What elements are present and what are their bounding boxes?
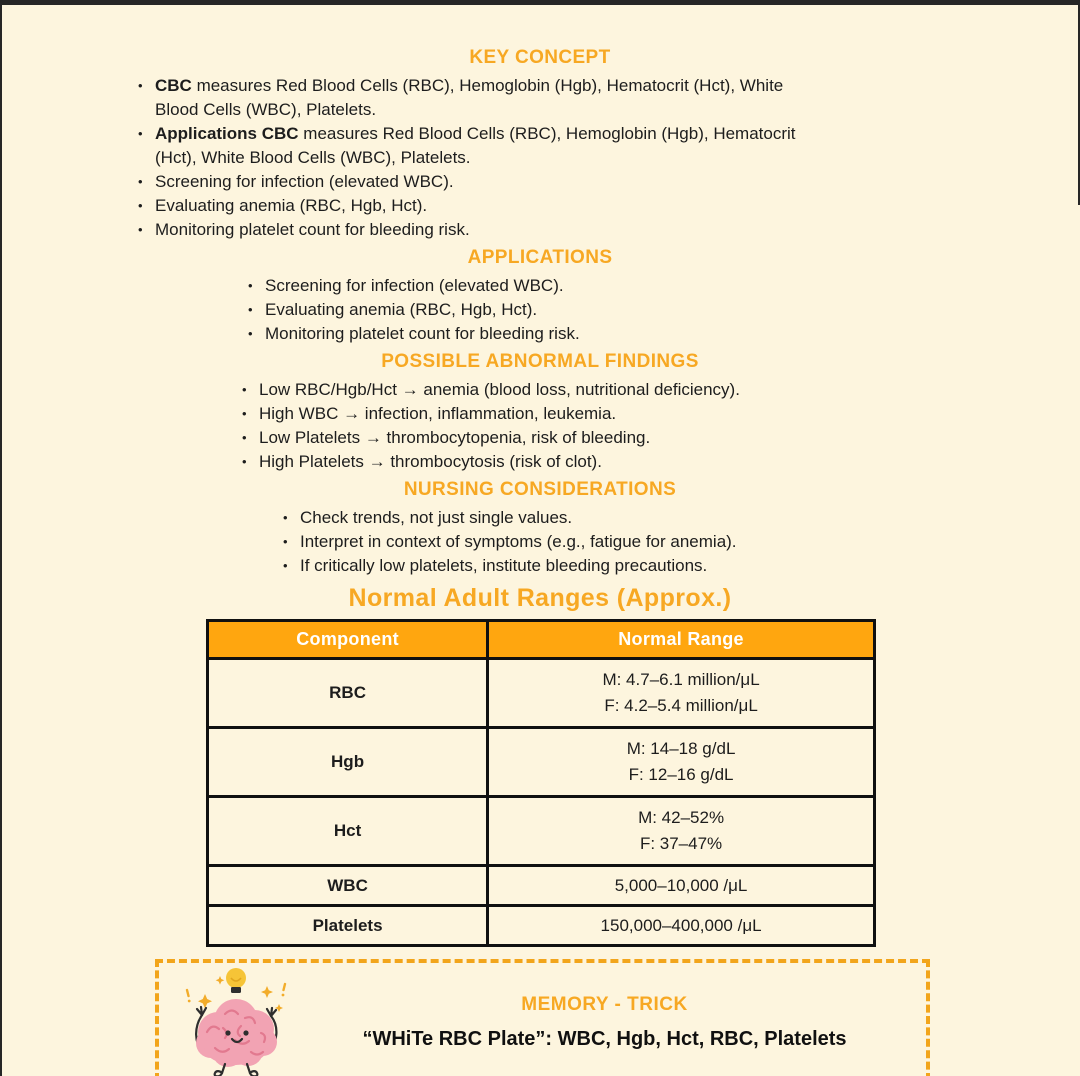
bullet-icon: •: [242, 382, 247, 397]
list-item-text: Monitoring platelet count for bleeding risk.: [265, 324, 580, 343]
list-item-text: measures Red Blood Cells (RBC), Hemoglobin (Hgb), Hematocrit (Hct), White Blood Cells (WBC), Platelets.: [155, 76, 784, 119]
bullet-icon: •: [283, 510, 288, 525]
list-item: [283, 506, 983, 530]
bullet-icon: •: [248, 302, 253, 317]
range-line: 150,000–400,000 /μL: [600, 915, 762, 935]
list-item-text: Low Platelets → thrombocytopenia, risk of bleeding.: [259, 428, 651, 447]
range-cell: [488, 797, 875, 866]
list-item-text: If critically low platelets, institute bleeding precautions.: [300, 556, 708, 575]
column-header-normal-range: Normal Range: [488, 621, 875, 659]
list-item: [283, 530, 983, 554]
component-cell: Platelets: [208, 906, 488, 946]
list-item-text: measures Red Blood Cells (RBC), Hemoglobin (Hgb), Hematocrit (Hct), White Blood Cells (WBC), Platelets.: [155, 124, 796, 167]
key-concept-list: [138, 74, 828, 242]
bullet-icon: •: [138, 222, 143, 237]
bullet-icon: •: [283, 534, 288, 549]
abnormal-findings-heading: POSSIBLE ABNORMAL FINDINGS: [381, 351, 699, 372]
list-item: [242, 450, 962, 474]
bullet-icon: •: [242, 454, 247, 469]
table-row: [208, 728, 875, 797]
table-row: [208, 906, 875, 946]
list-item-text: Screening for infection (elevated WBC).: [265, 276, 564, 295]
ranges-table-title: Normal Adult Ranges (Approx.): [348, 584, 732, 612]
range-line: M: 4.7–6.1 million/μL: [602, 670, 760, 689]
list-item: [138, 170, 828, 194]
list-item-bold: CBC: [155, 76, 192, 95]
nursing-considerations-list: [283, 506, 983, 578]
table-row: [208, 659, 875, 728]
applications-heading: APPLICATIONS: [467, 247, 613, 268]
range-line: F: 37–47%: [639, 834, 723, 853]
list-item-text: Check trends, not just single values.: [300, 508, 573, 527]
list-item-text: Monitoring platelet count for bleeding risk.: [155, 220, 470, 239]
bullet-icon: •: [283, 558, 288, 573]
bullet-icon: •: [138, 126, 143, 141]
normal-ranges-table: [206, 619, 876, 947]
list-item: [248, 274, 948, 298]
bullet-icon: •: [138, 198, 143, 213]
list-item: [138, 194, 828, 218]
list-item-text: High WBC → infection, inflammation, leukemia.: [259, 404, 617, 423]
list-item: [242, 402, 962, 426]
list-item-text: Evaluating anemia (RBC, Hgb, Hct).: [155, 196, 428, 215]
component-cell: Hgb: [208, 728, 488, 797]
bullet-icon: •: [242, 406, 247, 421]
list-item-text: High Platelets → thrombocytosis (risk of clot).: [259, 452, 602, 471]
list-item: [248, 298, 948, 322]
range-cell: [488, 906, 875, 946]
list-item-text: Screening for infection (elevated WBC).: [155, 172, 454, 191]
table-row: [208, 866, 875, 906]
component-cell: WBC: [208, 866, 488, 906]
range-line: M: 14–18 g/dL: [626, 739, 736, 758]
component-cell: Hct: [208, 797, 488, 866]
applications-list: [248, 274, 948, 346]
bullet-icon: •: [248, 326, 253, 341]
list-item: [248, 322, 948, 346]
list-item: [283, 554, 983, 578]
component-cell: RBC: [208, 659, 488, 728]
bullet-icon: •: [138, 78, 143, 93]
table-header-row: [208, 621, 875, 659]
list-item: [138, 122, 828, 170]
memory-trick-content: [309, 989, 926, 1052]
list-item-bold: Applications CBC: [155, 124, 299, 143]
bullet-icon: •: [242, 430, 247, 445]
list-item-text: Low RBC/Hgb/Hct → anemia (blood loss, nutritional deficiency).: [259, 380, 740, 399]
bullet-icon: •: [248, 278, 253, 293]
memory-trick-text: “WHiTe RBC Plate”: WBC, Hgb, Hct, RBC, Platelets: [362, 1027, 847, 1050]
memory-trick-heading: MEMORY - TRICK: [521, 993, 688, 1015]
range-cell: [488, 728, 875, 797]
range-cell: [488, 866, 875, 906]
list-item-text: Interpret in context of symptoms (e.g., fatigue for anemia).: [300, 532, 737, 551]
list-item: [138, 74, 828, 122]
list-item: [242, 426, 962, 450]
list-item-text: Evaluating anemia (RBC, Hgb, Hct).: [265, 300, 538, 319]
brain-mascot-icon: [173, 964, 295, 1076]
column-header-component: Component: [208, 621, 488, 659]
memory-trick-box: [155, 959, 930, 1076]
nursing-considerations-heading: NURSING CONSIDERATIONS: [403, 479, 677, 500]
range-cell: [488, 659, 875, 728]
list-item: [242, 378, 962, 402]
range-line: F: 4.2–5.4 million/μL: [604, 696, 758, 715]
list-item: [138, 218, 828, 242]
range-line: F: 12–16 g/dL: [628, 765, 734, 784]
abnormal-findings-list: [242, 378, 962, 474]
range-line: M: 42–52%: [638, 808, 725, 827]
memory-trick-illustration: [159, 964, 309, 1076]
table-row: [208, 797, 875, 866]
range-line: 5,000–10,000 /μL: [614, 875, 748, 895]
key-concept-heading: KEY CONCEPT: [469, 47, 611, 68]
bullet-icon: •: [138, 174, 143, 189]
